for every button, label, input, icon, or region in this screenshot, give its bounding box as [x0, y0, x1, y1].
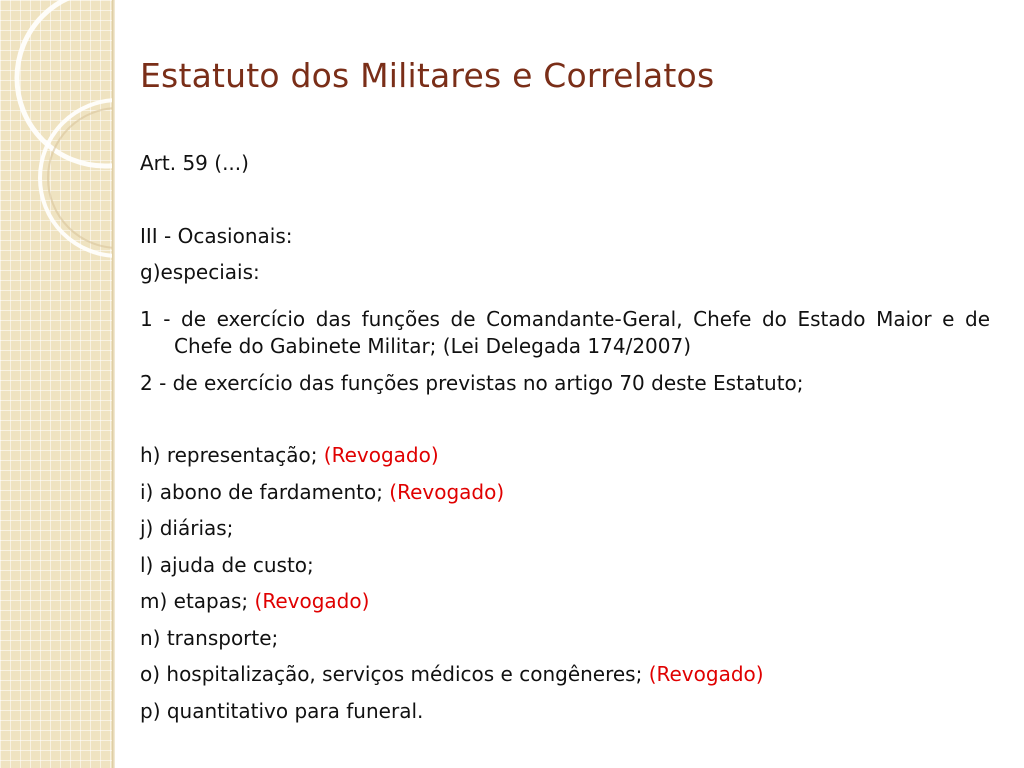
article-reference: Art. 59 (...) [140, 151, 249, 175]
list-item [140, 588, 990, 615]
section-heading: III - Ocasionais: [140, 223, 293, 248]
list-item [140, 661, 990, 688]
item-text: l) ajuda de custo; [140, 552, 314, 577]
decorative-ring-small [40, 100, 112, 256]
list-item [140, 442, 990, 469]
item-text: p) quantitativo para funeral. [140, 698, 424, 723]
list-item [140, 479, 990, 506]
slide-body [140, 150, 990, 734]
decorative-ring-large [17, 0, 112, 166]
slide-title: Estatuto dos Militares e Correlatos [140, 56, 715, 95]
item-2: 2 - de exercício das funções previstas no artigo 70 deste Estatuto; [140, 370, 804, 395]
item-text: m) etapas; [140, 589, 249, 613]
list-item [140, 552, 990, 579]
decorative-side-band [0, 0, 112, 768]
revoked-note: (Revogado) [323, 443, 439, 467]
decorative-rings [0, 0, 112, 768]
spacer [140, 406, 990, 442]
revoked-note: (Revogado) [389, 479, 505, 504]
item-text: j) diárias; [140, 516, 234, 540]
item-text: h) representação; [140, 443, 318, 467]
spacer [140, 187, 990, 223]
revoked-note: (Revogado) [648, 662, 764, 686]
side-band-edge [112, 0, 115, 768]
list-item [140, 625, 990, 652]
item-1: 1 - de exercício das funções de Comandante-Geral, Chefe do Estado Maior e de Chefe do Gabinete Militar; (Lei Delegada 174/2007) [140, 307, 990, 358]
revoked-note: (Revogado) [254, 589, 370, 613]
item-text: n) transporte; [140, 625, 279, 650]
list-item [140, 515, 990, 542]
item-text: o) hospitalização, serviços médicos e congêneres; [140, 662, 643, 686]
subsection-g: g)especiais: [140, 260, 260, 284]
item-text: i) abono de fardamento; [140, 479, 383, 504]
list-item [140, 698, 990, 725]
